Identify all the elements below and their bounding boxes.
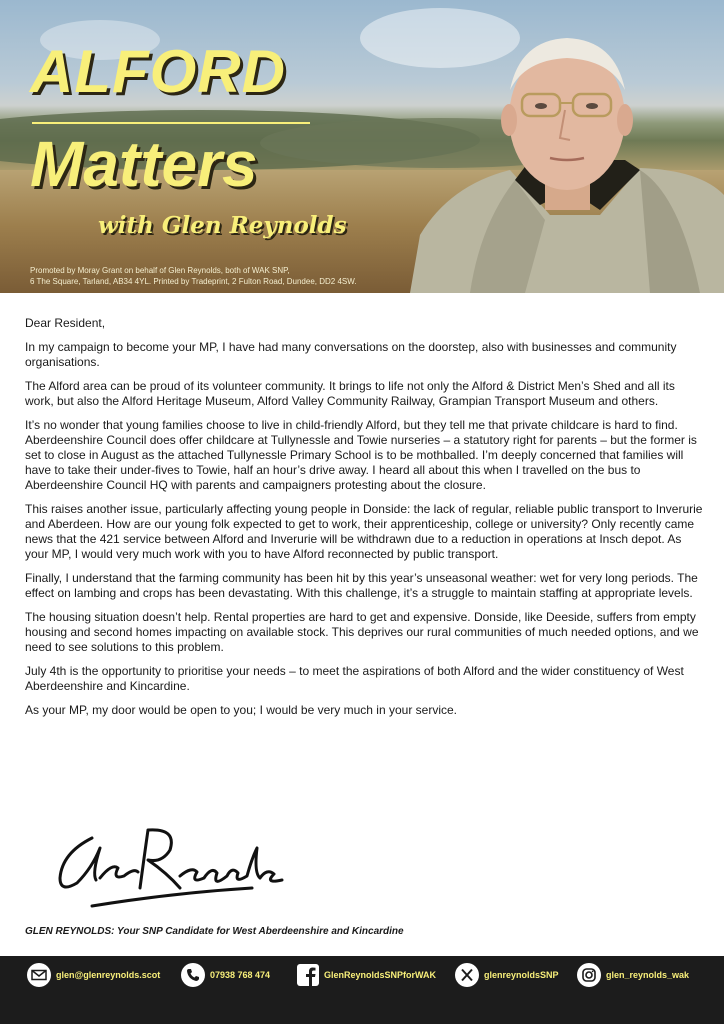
candidate-tagline: GLEN REYNOLDS: Your SNP Candidate for West Aberdeenshire and Kincardine [25, 926, 404, 937]
signature [52, 818, 292, 910]
imprint-line: Promoted by Moray Grant on behalf of Glen Reynolds, both of WAK SNP, [30, 266, 290, 275]
contact-footer [0, 956, 724, 1024]
email-address[interactable]: glen@glenreynolds.scot [56, 970, 161, 980]
facebook-contact[interactable] [296, 963, 436, 987]
paragraph: In my campaign to become your MP, I have had many conversations on the doorstep, also with businesses and community organisations. [25, 340, 677, 369]
facebook-handle[interactable]: GlenReynoldsSNPforWAK [324, 970, 437, 980]
instagram-contact[interactable] [576, 963, 689, 987]
instagram-icon [576, 962, 602, 988]
phone-contact[interactable] [180, 963, 270, 987]
paragraph: The housing situation doesn’t help. Rental properties are hard to get and expensive. Donside, like Deeside, suffers from empty housing and second homes impacting on available stock. This deprives our rural communities of much needed options, and we need to see solutions to this problem. [25, 610, 699, 654]
x-handle[interactable]: glenreynoldsSNP [484, 970, 559, 980]
instagram-handle[interactable]: glen_reynolds_wak [606, 970, 690, 980]
paragraph: It’s no wonder that young families choose to live in child-friendly Alford, but they tell me that private childcare is hard to find. Aberdeenshire Council does offer childcare at Tullynessle and Towie nurseries – a statutory right for parents – but the former is set to close in August as the attached Tullynessle Primary School is to be mothballed. I’m deeply concerned that families will have to take their under-fives to Towie, half an hour’s drive away. I heard all about this when I travelled on the bus to Aberdeenshire Council HQ with parents and campaigners protesting about the closure. [25, 418, 697, 492]
paragraph: Finally, I understand that the farming community has been hit by this year’s unseasonal weather: wet for very long periods. The effect on lambing and crops has been devastating. With this challenge, it’s a struggle to maintain staffing at appropriate levels. [25, 571, 698, 600]
x-contact[interactable] [454, 963, 559, 987]
salutation: Dear Resident, [25, 316, 106, 330]
paragraph: The Alford area can be proud of its volunteer community. It brings to life not only the Alford & District Men’s Shed and all its work, but also the Alford Heritage Museum, Alford Valley Community Railway, Grampian Transport Museum and others. [25, 379, 675, 408]
phone-icon [180, 962, 206, 988]
imprint [30, 265, 410, 287]
title-matters: Matters [30, 128, 258, 200]
facebook-icon [296, 963, 320, 987]
email-icon [26, 962, 52, 988]
imprint-line: 6 The Square, Tarland, AB34 4YL. Printed by Tradeprint, 2 Fulton Road, Dundee, DD2 4SW. [30, 277, 357, 286]
paragraph: July 4th is the opportunity to prioritise your needs – to meet the aspirations of both Alford and the wider constituency of West Aberdeenshire and Kincardine. [25, 664, 684, 693]
byline: with Glen Reynolds [98, 212, 347, 239]
header-banner [0, 0, 724, 293]
email-contact[interactable] [26, 963, 160, 987]
title-divider [32, 122, 310, 124]
letter-body [25, 316, 703, 727]
paragraph: This raises another issue, particularly affecting young people in Donside: the lack of regular, reliable public transport to Inverurie and Aberdeen. How are our young folk expected to get to work, their apprenticeship, college or university? Only recently came news that the 421 service between Alford and Inverurie will be withdrawn due to a reduction in operations at Insch depot. As your MP, I would very much work with you to have Alford reconnected by public transport. [25, 502, 703, 561]
phone-number[interactable]: 07938 768 474 [210, 970, 271, 980]
candidate-portrait [410, 20, 724, 293]
x-logo-icon [454, 962, 480, 988]
paragraph: As your MP, my door would be open to you; I would be very much in your service. [25, 703, 457, 717]
title-alford: ALFORD [30, 38, 286, 105]
